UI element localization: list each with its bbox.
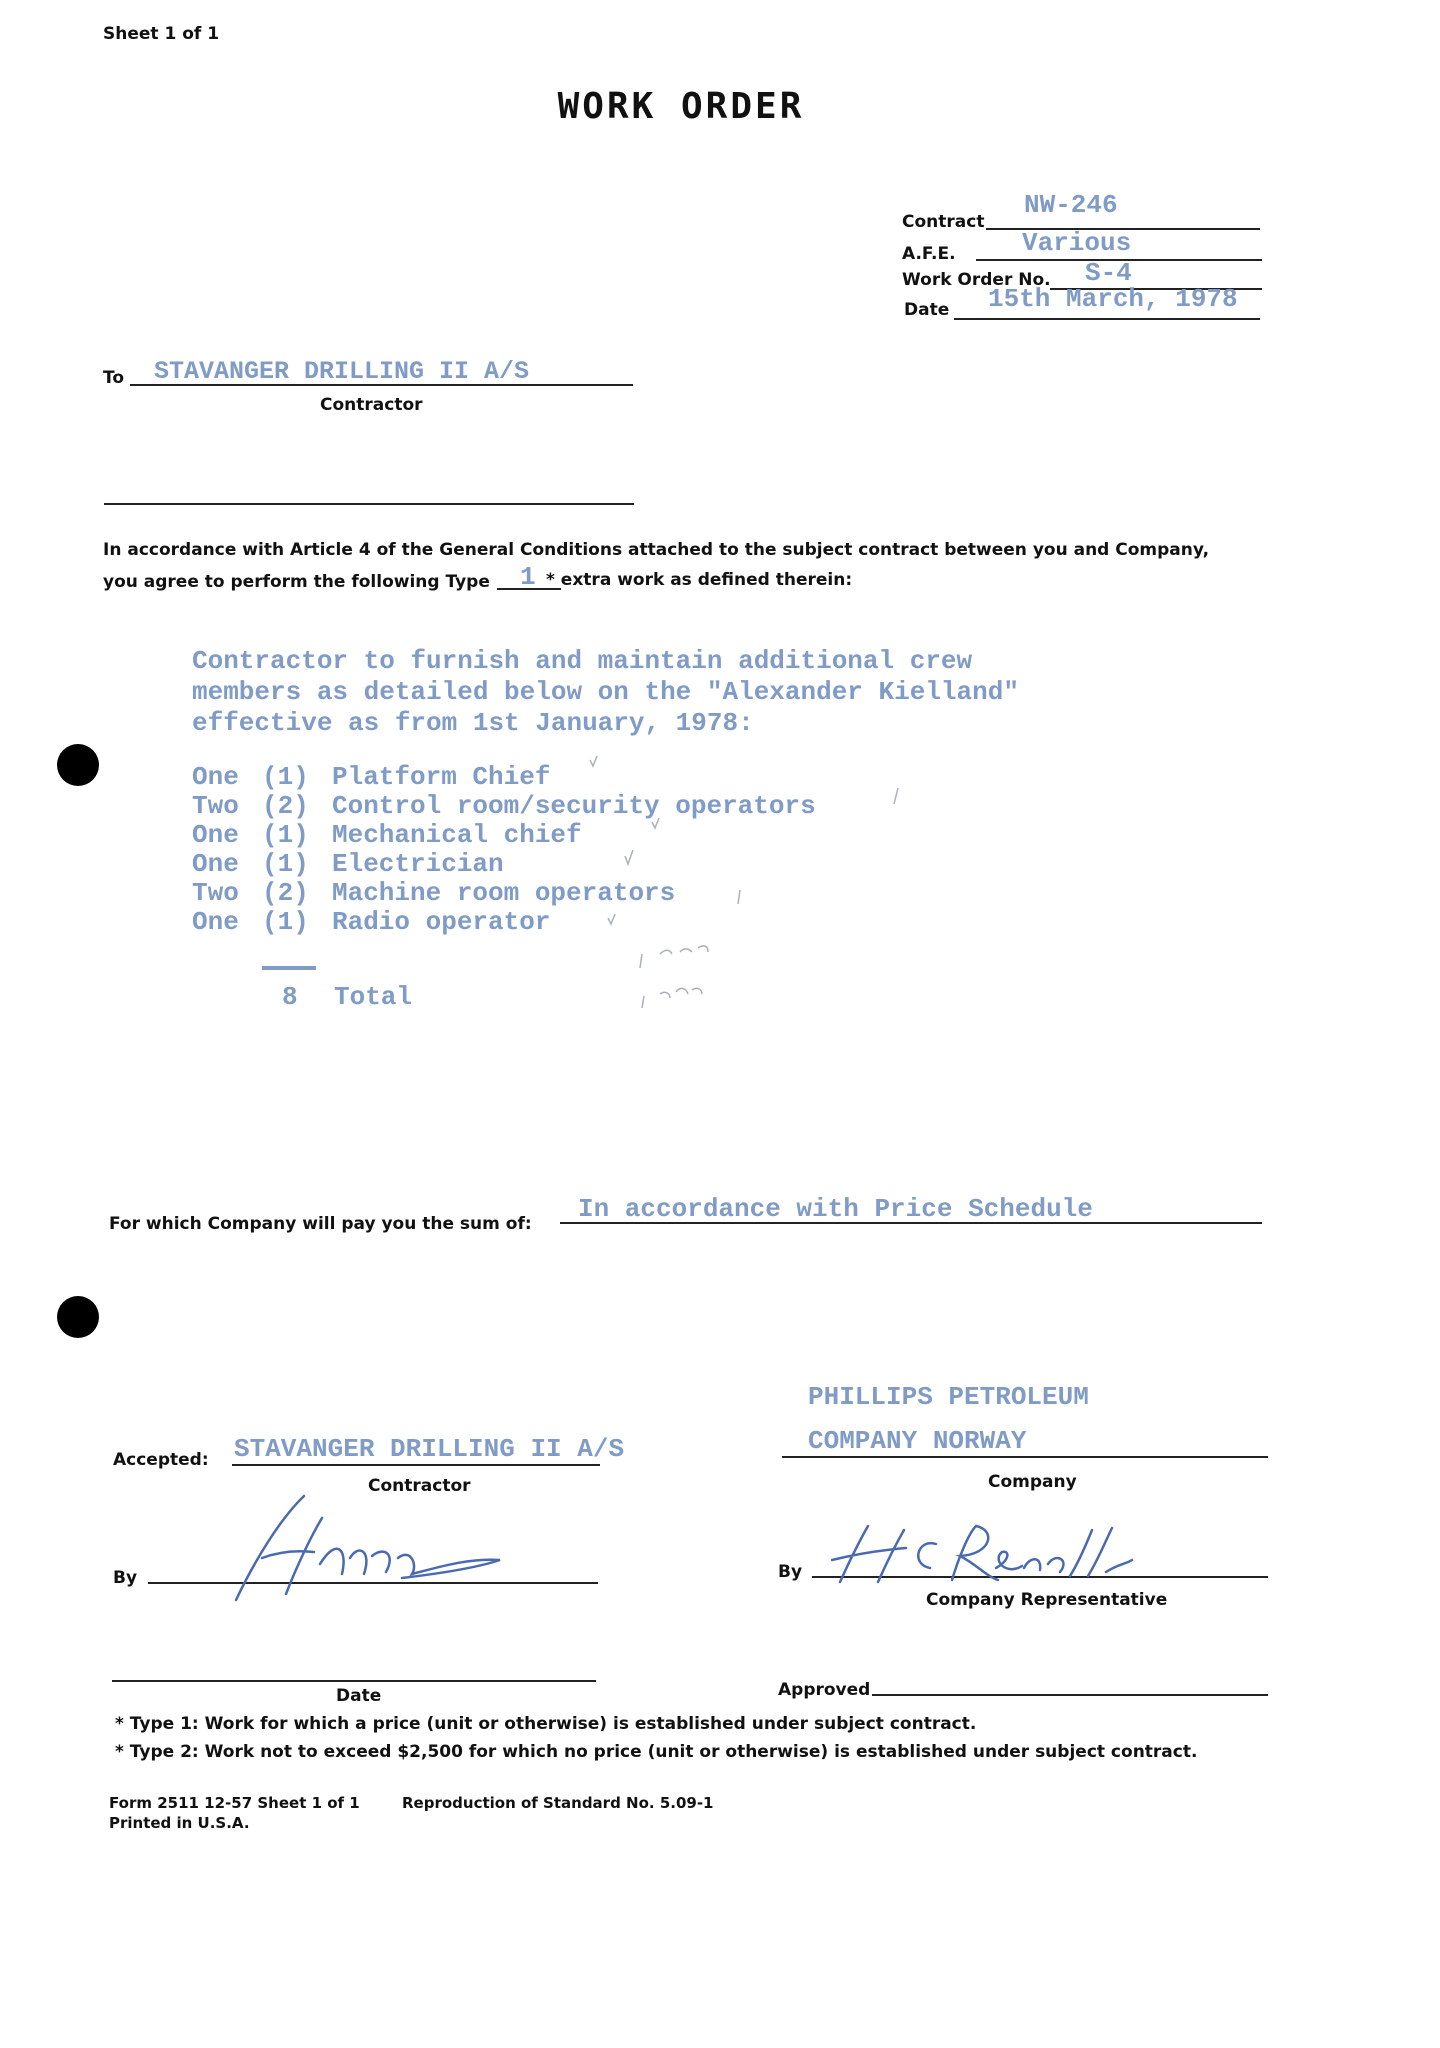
- accepted-contractor-caption: Contractor: [368, 1476, 471, 1496]
- crew-role: Control room/security operators: [332, 791, 816, 821]
- description-line-3: effective as from 1st January, 1978:: [192, 708, 754, 738]
- company-caption: Company: [988, 1472, 1077, 1492]
- crew-quantity-number: (2): [262, 878, 309, 908]
- crew-role: Machine room operators: [332, 878, 676, 908]
- intro-line-1: In accordance with Article 4 of the General Conditions attached to the subject contract between you and Company,: [103, 540, 1210, 560]
- crew-quantity-word: Two: [192, 878, 239, 908]
- crew-quantity-word: One: [192, 820, 239, 850]
- company-value-line-1: PHILLIPS PETROLEUM: [808, 1382, 1089, 1412]
- payment-value: In accordance with Price Schedule: [578, 1194, 1093, 1224]
- form-reproduction: Reproduction of Standard No. 5.09-1: [402, 1794, 714, 1812]
- punch-hole-2: [57, 1296, 99, 1338]
- description-paragraph: [192, 646, 1019, 739]
- accepted-contractor-value: STAVANGER DRILLING II A/S: [234, 1434, 625, 1464]
- description-line-2: members as detailed below on the "Alexander Kielland": [192, 677, 1019, 707]
- crew-quantity-word: One: [192, 849, 239, 879]
- company-by-label: By: [778, 1562, 803, 1582]
- crew-quantity-word: One: [192, 762, 239, 792]
- form-number: Form 2511 12-57 Sheet 1 of 1: [109, 1794, 360, 1812]
- contract-value: NW-246: [1024, 190, 1118, 220]
- accepted-label: Accepted:: [113, 1450, 209, 1470]
- sheet-number: Sheet 1 of 1: [103, 24, 220, 44]
- punch-hole-1: [57, 744, 99, 786]
- contractor-signature: [226, 1488, 516, 1608]
- crew-role: Radio operator: [332, 907, 551, 937]
- crew-total-number: 8: [282, 982, 298, 1012]
- crew-quantity-number: (2): [262, 791, 309, 821]
- to-contractor-value: STAVANGER DRILLING II A/S: [154, 357, 530, 386]
- company-value-line-2: COMPANY NORWAY: [808, 1426, 1027, 1456]
- crew-total-label: Total: [334, 982, 413, 1012]
- crew-role: Platform Chief: [332, 762, 551, 792]
- payment-label: For which Company will pay you the sum of:: [109, 1214, 532, 1234]
- date-value: 15th March, 1978: [988, 284, 1238, 314]
- crew-quantity-number: (1): [262, 762, 309, 792]
- crew-quantity-number: (1): [262, 907, 309, 937]
- crew-quantity-number: (1): [262, 849, 309, 879]
- page-title: WORK ORDER: [557, 86, 805, 127]
- to-label: To: [103, 368, 125, 388]
- company-representative-signature: [826, 1520, 1146, 1590]
- footnote-type-1: * Type 1: Work for which a price (unit or otherwise) is established under subject contract.: [115, 1714, 977, 1734]
- form-printed: Printed in U.S.A.: [109, 1814, 250, 1832]
- date-label: Date: [904, 300, 950, 320]
- to-contractor-caption: Contractor: [320, 395, 423, 415]
- contractor-by-label: By: [113, 1568, 138, 1588]
- intro-line-2-suffix: * extra work as defined therein:: [546, 570, 853, 590]
- description-line-1: Contractor to furnish and maintain additional crew: [192, 646, 973, 676]
- crew-quantity-word: Two: [192, 791, 239, 821]
- approved-label: Approved: [778, 1680, 871, 1700]
- work-order-value: S-4: [1085, 258, 1132, 288]
- footnote-type-2: * Type 2: Work not to exceed $2,500 for which no price (unit or otherwise) is established under subject contract.: [115, 1742, 1198, 1762]
- contract-label: Contract: [902, 212, 985, 232]
- total-underline: [262, 966, 316, 970]
- intro-line-2-prefix: you agree to perform the following Type: [103, 572, 490, 592]
- accepted-date-caption: Date: [336, 1686, 382, 1706]
- work-order-label: Work Order No.: [902, 270, 1051, 290]
- crew-quantity-word: One: [192, 907, 239, 937]
- crew-quantity-number: (1): [262, 820, 309, 850]
- handwritten-check-marks: [580, 740, 920, 1030]
- crew-role: Electrician: [332, 849, 504, 879]
- afe-value: Various: [1022, 228, 1132, 258]
- extra-work-type-value: 1: [520, 562, 536, 592]
- crew-role: Mechanical chief: [332, 820, 582, 850]
- afe-label: A.F.E.: [902, 244, 956, 264]
- company-representative-caption: Company Representative: [926, 1590, 1168, 1610]
